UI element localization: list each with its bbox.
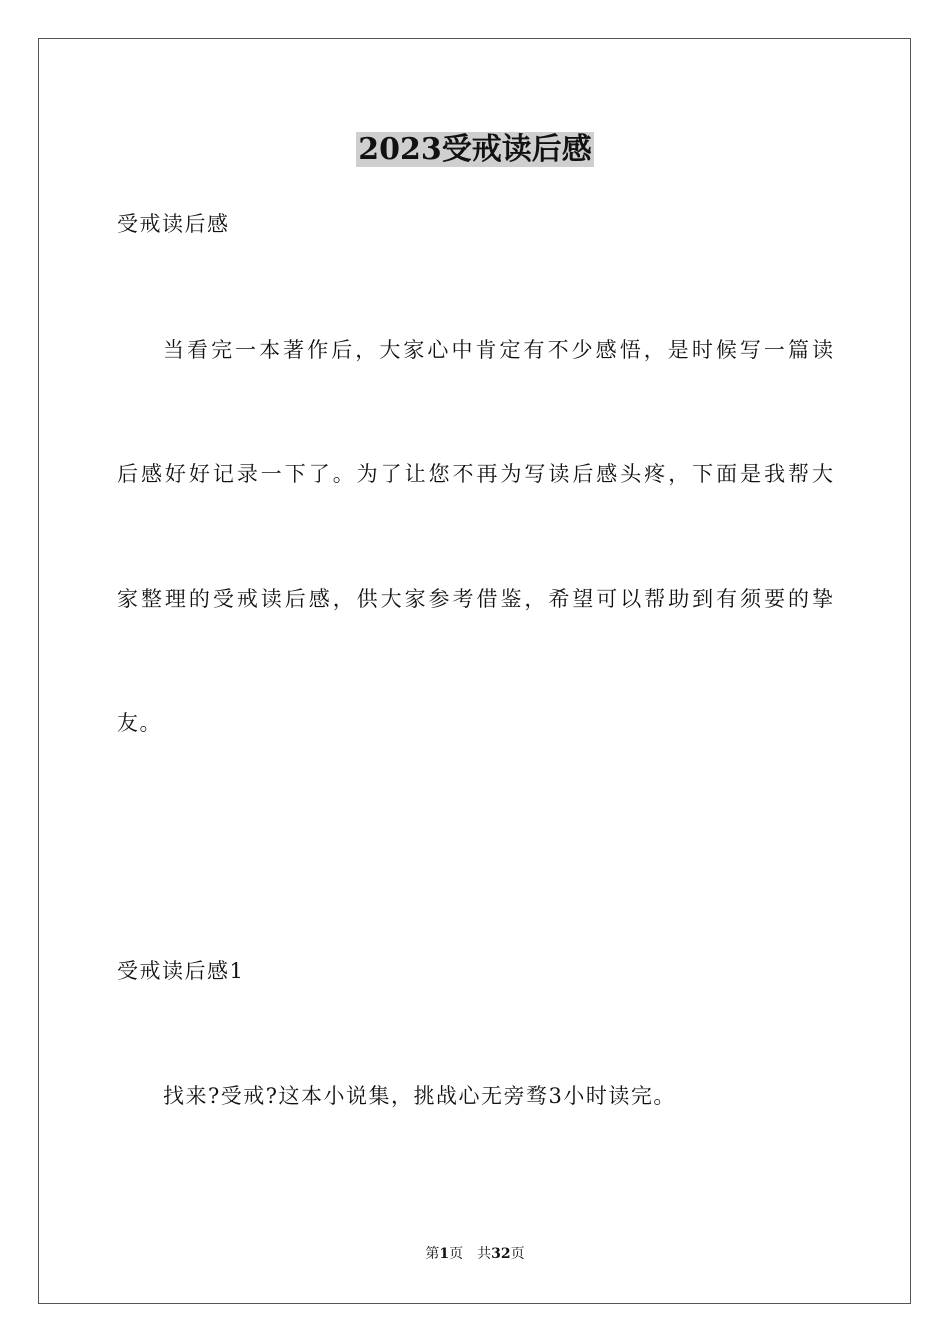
intro-line-3: 家整理的受戒读后感，供大家参考借鉴，希望可以帮助到有须要的挚 (117, 587, 833, 611)
intro-line-4: 友。 (117, 711, 162, 735)
document-title (0, 128, 950, 172)
footer-page-suffix: 页 (449, 1246, 464, 1262)
section-line-1: 找来?受戒?这本小说集，挑战心无旁骛3小时读完。 (163, 1084, 676, 1108)
page-footer (0, 1244, 950, 1264)
footer-page-number: 1 (439, 1246, 450, 1262)
footer-page-prefix: 第 (425, 1246, 440, 1262)
document-subtitle: 受戒读后感 (117, 212, 230, 236)
footer-total-pages: 32 (491, 1246, 511, 1262)
intro-line-1: 当看完一本著作后，大家心中肯定有不少感悟，是时候写一篇读 (163, 338, 833, 362)
footer-total-prefix: 共 (477, 1246, 492, 1262)
footer-total-suffix: 页 (510, 1246, 525, 1262)
document-title-text: 2023受戒读后感 (358, 132, 592, 167)
section-heading: 受戒读后感1 (117, 959, 245, 983)
intro-line-2: 后感好好记录一下了。为了让您不再为写读后感头疼，下面是我帮大 (117, 462, 833, 486)
